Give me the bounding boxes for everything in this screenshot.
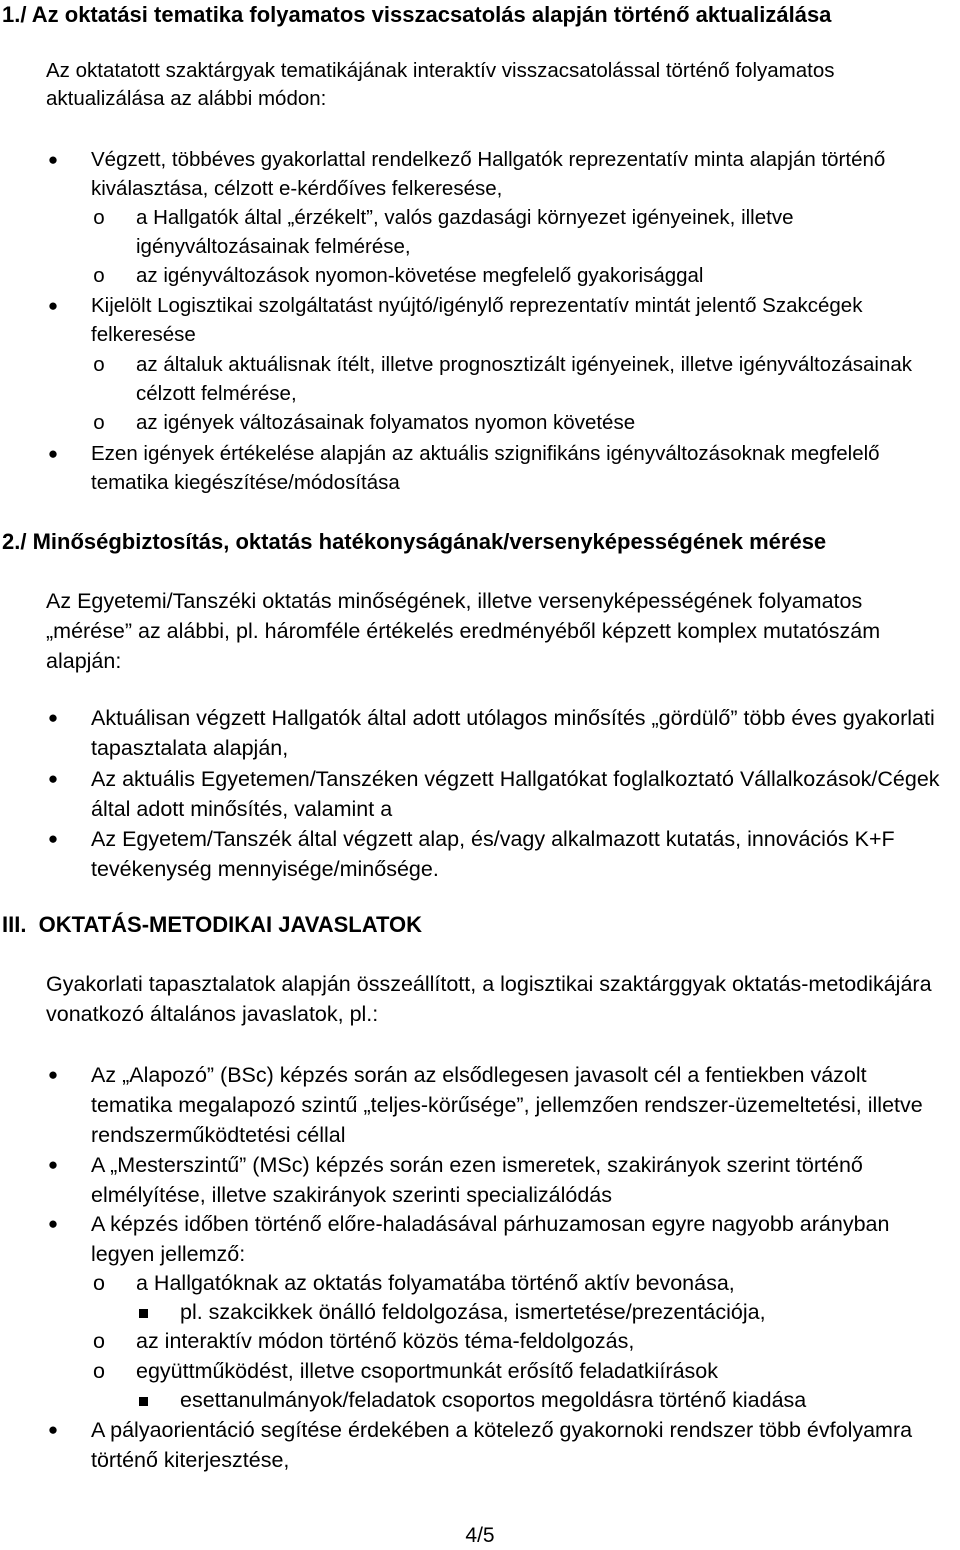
bullet-icon: ● (47, 296, 59, 315)
section-1-intro: Az oktatatott szaktárgyak tematikájának interaktív visszacsatolással történő folyamatos aktualizálása az alábbi módon: (46, 59, 835, 110)
list-item: o az igényváltozások nyomon-követése megfelelő gyakorisággal (136, 261, 942, 290)
list-item: ● Az Egyetem/Tanszék által végzett alap, és/vagy alkalmazott kutatás, innovációs K+F tevékenység mennyisége/minősége. (91, 824, 942, 884)
section-2-intro: Az Egyetemi/Tanszéki oktatás minőségének, illetve versenyképességének folyamatos „mérése” az alábbi, pl. háromféle értékelés eredményéből képzett komplex mutatószám alapján: (46, 589, 881, 673)
list-item: ● Végzett, többéves gyakorlattal rendelkező Hallgatók reprezentatív minta alapján történő kiválasztása, célzott e-kérdőíves felkeresése, (91, 145, 942, 204)
list-item: o a Hallgatók által „érzékelt”, valós gazdasági környezet igényeinek, illetve igényváltozásainak felmérése, (136, 203, 942, 262)
circle-bullet-icon: o (93, 206, 105, 229)
list-item: ● Az aktuális Egyetemen/Tanszéken végzett Hallgatókat foglalkoztató Vállalkozások/Cégek által adott minősítés, valamint a (91, 764, 942, 824)
list-item: pl. szakcikkek önálló feldolgozása, ismertetése/prezentációja, (180, 1300, 766, 1324)
circle-bullet-icon: o (93, 1359, 105, 1383)
circle-bullet-icon: o (93, 1271, 105, 1295)
bullet-icon: ● (47, 769, 59, 788)
section-3-intro: Gyakorlati tapasztalatok alapján összeállított, a logisztikai szaktárggyak oktatás-metodikájára vonatkozó általános javaslatok, pl.: (46, 972, 932, 1026)
bullet-icon: ● (47, 1420, 59, 1439)
list-item: ● A képzés időben történő előre-haladásával párhuzamosan egyre nagyobb arányban legyen jellemző: (91, 1209, 942, 1269)
bullet-icon: ● (47, 708, 59, 727)
list-item: o az igények változásainak folyamatos nyomon követése (136, 408, 942, 437)
section-2-heading: 2./ Minőségbiztosítás, oktatás hatékonyságának/versenyképességének mérése (2, 529, 827, 554)
list-item: o az interaktív módon történő közös téma-feldolgozás, (136, 1326, 942, 1356)
list-item: o az általuk aktuálisnak ítélt, illetve prognosztizált igényeinek, illetve igényváltozásainak célzott felmérése, (136, 350, 942, 409)
circle-bullet-icon: o (93, 353, 105, 376)
list-item: ● Az „Alapozó” (BSc) képzés során az elsődlegesen javasolt cél a fentiekben vázolt tematika megalapozó szintű „teljes-körűsége”, jellemzően rendszer-üzemeltetési, illetve rendszerműködtetési céllal (91, 1060, 942, 1150)
list-item: o a Hallgatóknak az oktatás folyamatába történő aktív bevonása, (136, 1268, 942, 1298)
page-number: 4/5 (465, 1524, 495, 1547)
bullet-icon: ● (47, 829, 59, 848)
circle-bullet-icon: o (93, 411, 105, 434)
list-item: ● A pályaorientáció segítése érdekében a kötelező gyakornoki rendszer több évfolyamra történő kiterjesztése, (91, 1415, 942, 1475)
circle-bullet-icon: o (93, 1329, 105, 1353)
circle-bullet-icon: o (93, 264, 105, 287)
list-item: ● Kijelölt Logisztikai szolgáltatást nyújtó/igénylő reprezentatív mintát jelentő Szakcégek felkeresése (91, 291, 942, 350)
section-3-heading: III. OKTATÁS-METODIKAI JAVASLATOK (2, 912, 423, 937)
list-item: ● Aktuálisan végzett Hallgatók által adott utólagos minősítés „gördülő” több éves gyakorlati tapasztalata alapján, (91, 703, 942, 763)
bullet-icon: ● (47, 1214, 59, 1233)
list-item: o együttműködést, illetve csoportmunkát erősítő feladatkiírások (136, 1356, 942, 1386)
list-item: ● Ezen igények értékelése alapján az aktuális szignifikáns igényváltozásoknak megfelelő tematika kiegészítése/módosítása (91, 439, 942, 498)
list-item: esettanulmányok/feladatok csoportos megoldásra történő kiadása (180, 1388, 807, 1412)
bullet-icon: ● (47, 150, 59, 169)
list-item: ● A „Mesterszintű” (MSc) képzés során ezen ismeretek, szakirányok szerint történő elmélyítése, illetve szakirányok szerinti specializálódás (91, 1150, 942, 1210)
bullet-icon: ● (47, 1065, 59, 1084)
bullet-icon: ● (47, 444, 59, 463)
section-1-heading: 1./ Az oktatási tematika folyamatos visszacsatolás alapján történő aktualizálása (2, 2, 832, 27)
bullet-icon: ● (47, 1155, 59, 1174)
